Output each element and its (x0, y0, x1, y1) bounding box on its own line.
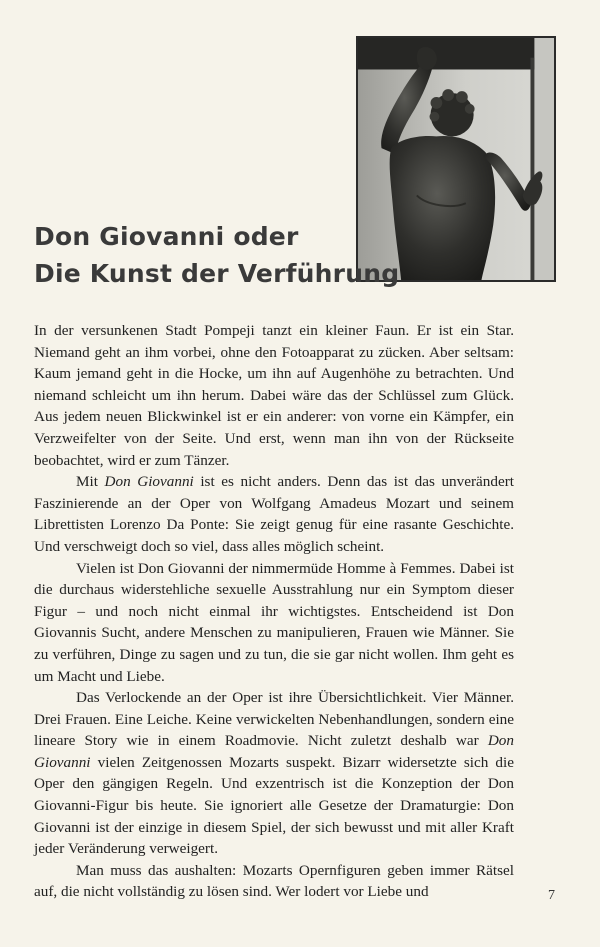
chapter-body-text (34, 320, 514, 903)
chapter-title-line-1: Don Giovanni oder (34, 222, 299, 251)
chapter-title (34, 218, 399, 292)
chapter-title-line-2: Die Kunst der Verführung (34, 259, 400, 288)
page-number: 7 (548, 888, 555, 903)
paragraph-4-text-a: Das Verlockende an der Oper ist ihre Übersichtlichkeit. Vier Männer. Drei Frauen. Eine Leiche. Keine verwickelten Nebenhandlungen, sondern eine lineare Story wie in einem Roadmovie. Nicht zuletzt deshalb war (34, 689, 514, 750)
paragraph-3-text: Vielen ist Don Giovanni der nimmermüde Homme à Femmes. Dabei ist die durchaus widerstehliche sexuelle Ausstrahlung nur ein Symptom dieser Figur – und noch nicht einmal ihr wichtigstes. Entscheidend ist Don Giovannis Sucht, andere Menschen zu manipulieren, Frauen wie Männer. Sie zu verführen, Dinge zu sagen und zu tun, die sie gar nicht wollen. Ihm geht es um Macht und Liebe. (34, 559, 514, 685)
paragraph-4 (34, 687, 514, 860)
paragraph-5 (34, 860, 514, 903)
paragraph-2 (34, 471, 514, 557)
paragraph-1 (34, 320, 514, 471)
opera-title-italic: Don Giovanni (104, 473, 194, 491)
paragraph-1-text: In der versunkenen Stadt Pompeji tanzt ein kleiner Faun. Er ist ein Star. Niemand geht an ihm vorbei, ohne den Fotoapparat zu zücken. Aber seltsam: Kaum jemand geht in die Hocke, um ihn auf Augenhöhe zu betrachten. Und niemand schleicht um ihn herum. Dabei wäre das der Schlüssel zum Glück. Aus jedem neuen Blickwinkel ist er ein anderer: von vorne ein Kämpfer, ein Verzweifelter von der Seite. Und erst, wenn man ihn von der Rückseite beobachtet, wird er zum Tänzer. (34, 322, 514, 469)
paragraph-4-text-b: vielen Zeitgenossen Mozarts suspekt. Bizarr widersetzte sich die Oper den gängigen Regeln. Und exzentrisch ist die Konzeption der Don Giovanni-Figur bis heute. Sie ignoriert alle Gesetze der Dramaturgie: Don Giovanni ist der einzige in diesem Spiel, der sich bewusst und mit aller Kraft jeder Veränderung verweigert. (34, 753, 514, 858)
paragraph-5-text: Man muss das aushalten: Mozarts Opernfiguren geben immer Rätsel auf, die nicht vollständig zu lösen sind. Wer lodert vor Liebe und (34, 861, 514, 901)
paragraph-2-text-a: Mit (76, 473, 105, 491)
paragraph-2-text-b: ist es nicht anders. Denn das ist das unverändert Faszinierende an der Oper von Wolfgang Amadeus Mozart und seinem Librettisten Lorenzo Da Ponte: Sie zeigt genug für eine rasante Geschichte. Und verschweigt doch so viel, dass alles möglich scheint. (34, 473, 514, 555)
paragraph-3 (34, 558, 514, 688)
opera-title-italic: Don Giovanni (34, 732, 514, 771)
